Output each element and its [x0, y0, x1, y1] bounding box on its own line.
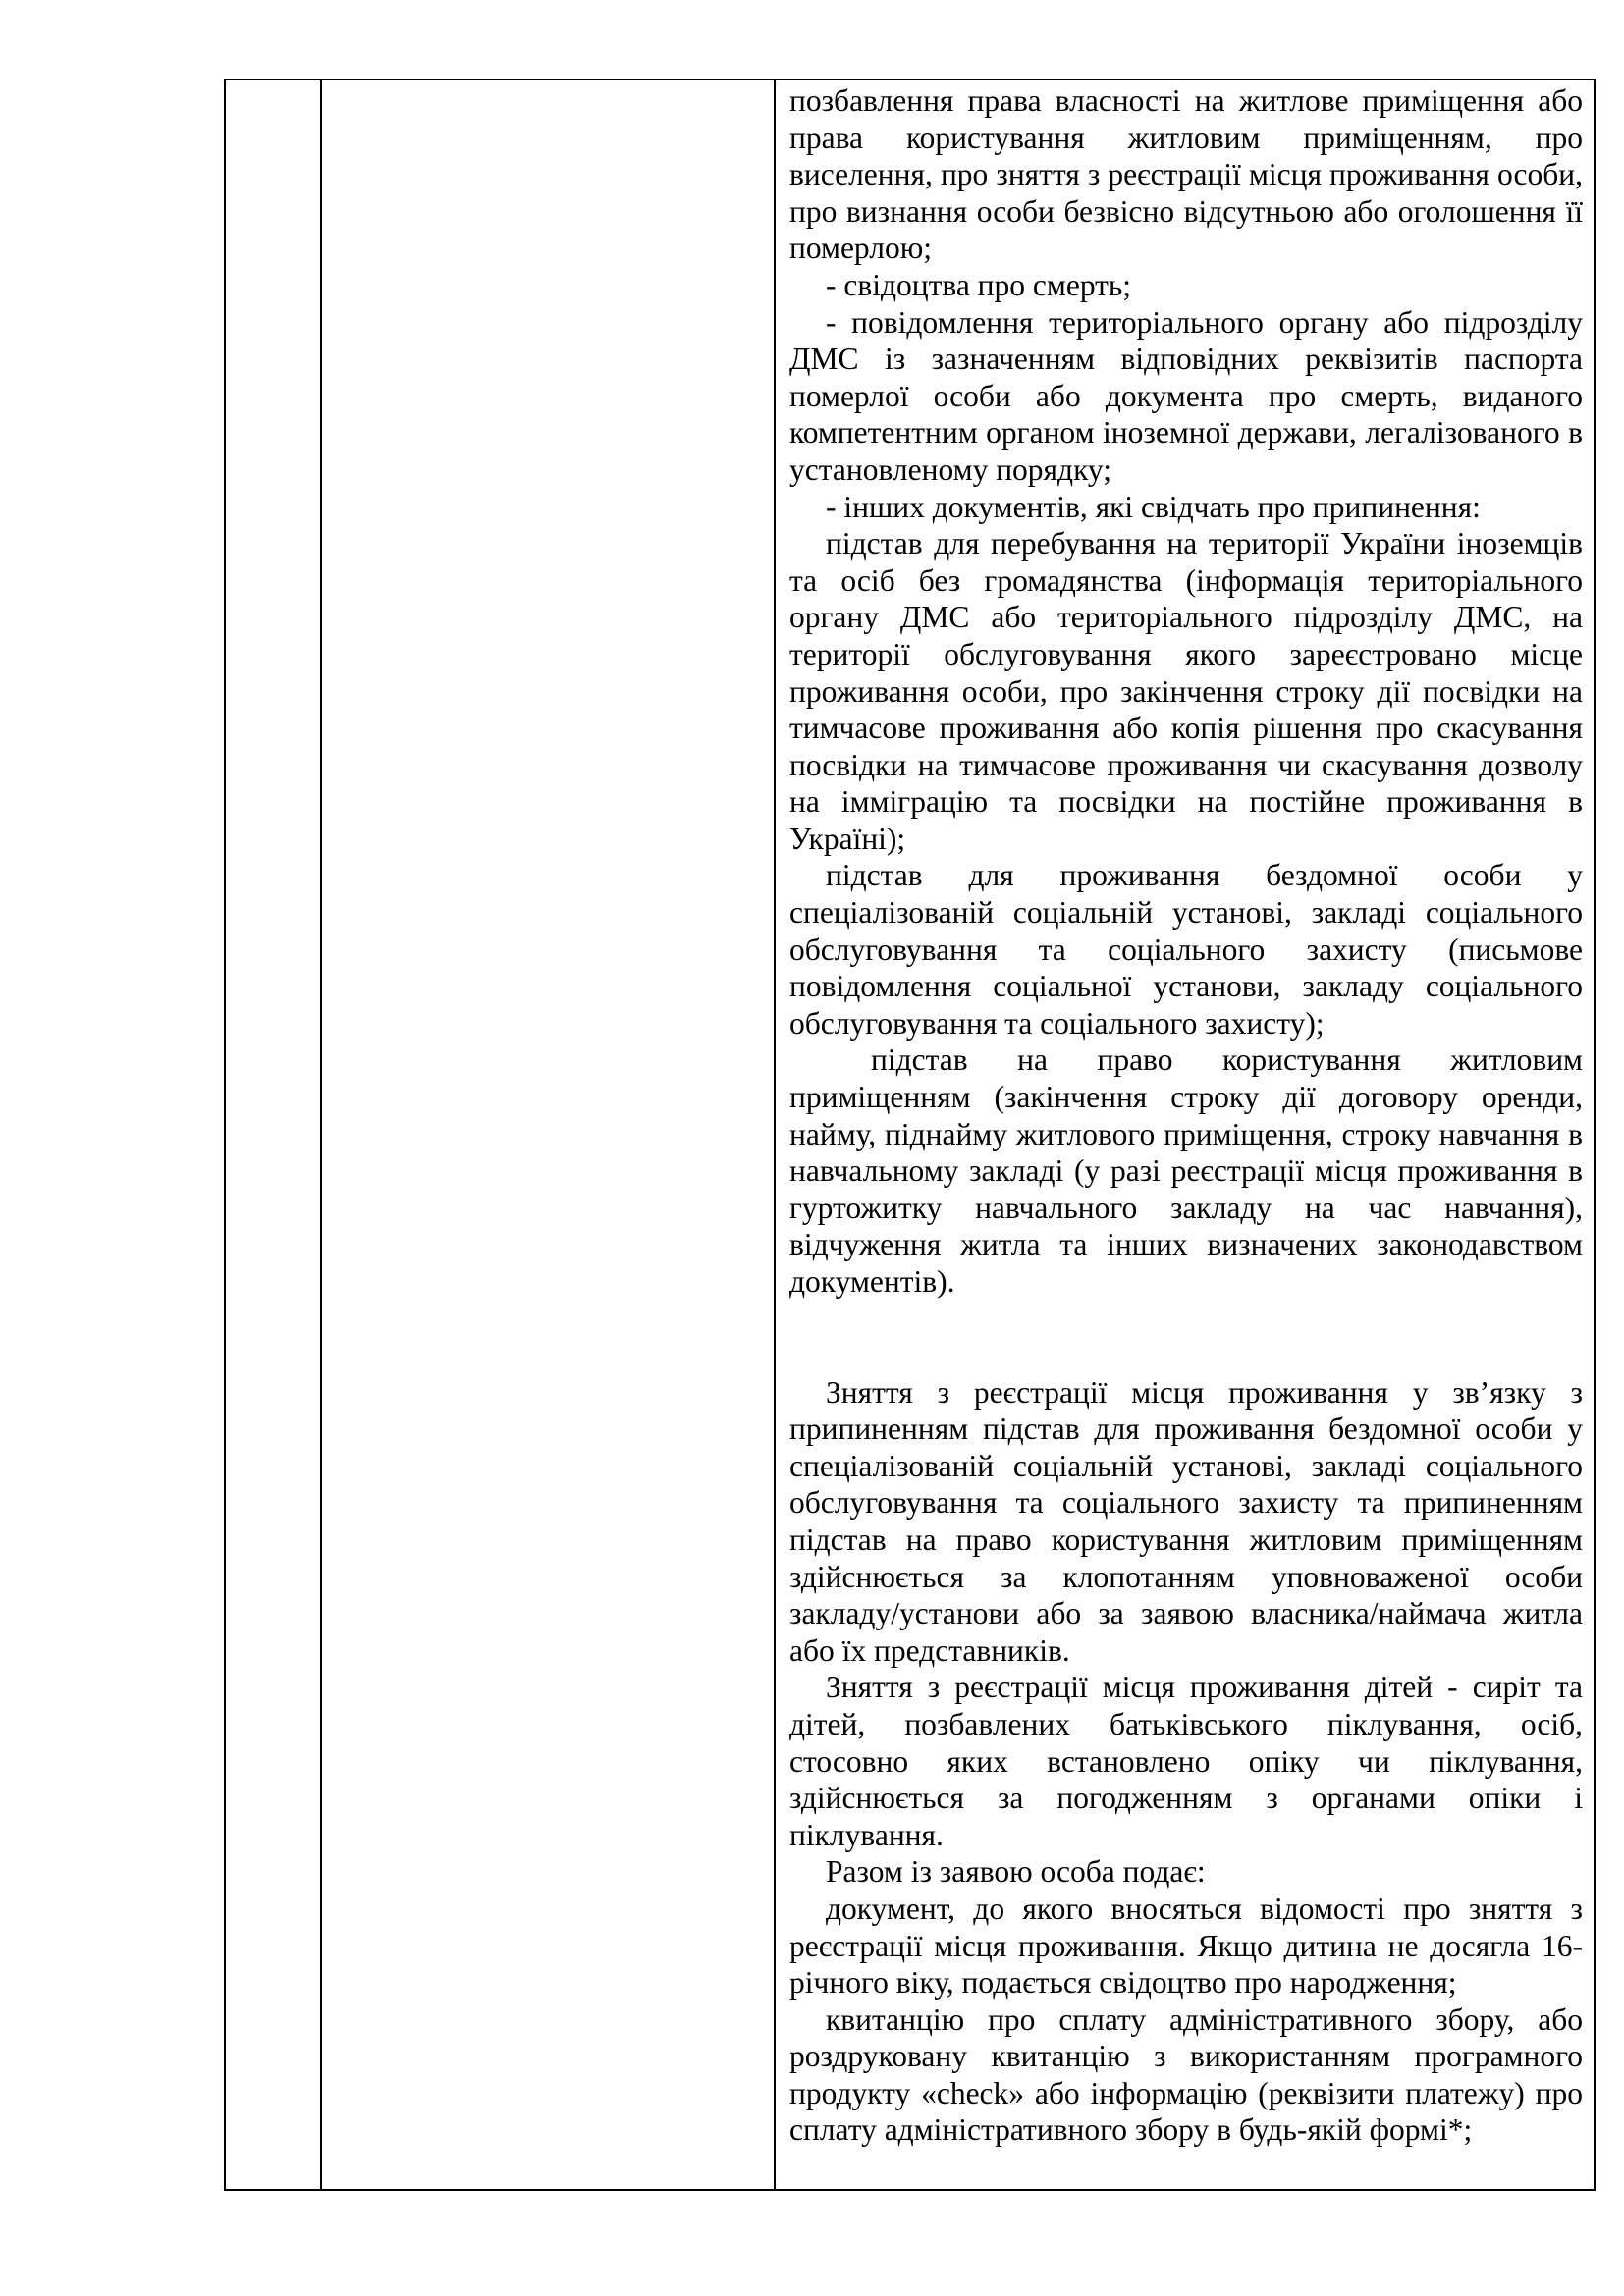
paragraph-housing-right-grounds: підстав на право користування житловим приміщенням (закінчення строку дії договору оренди, найму, піднайму житлового приміщення, строку навчання в навчальному закладі (у разі реєстрації місця проживання в гуртожитку навчального закладу на час навчання), відчуження житла та інших визначених законодавством документів).: [789, 1042, 1583, 1299]
paragraph-deregistration-homeless: Зняття з реєстрації місця проживання у зв’язку з припиненням підстав для проживання бездомної особи у спеціалізованій соціальній установі, закладі соціального обслуговування та соціального захисту та припиненням підстав на право користування житловим приміщенням здійснюється за клопотанням уповноваженої особи закладу/установи або за заявою власника/наймача житла або їх представників.: [789, 1374, 1583, 1668]
paragraph-other-documents: - інших документів, які свідчать про припинення:: [826, 489, 1481, 524]
paragraph-deprivation-of-rights: позбавлення права власності на житлове приміщення або права користування житловим приміщенням, про виселення, про зняття з реєстрації місця проживання особи, про визнання особи безвісно відсутньою або оголошення її померлою;: [789, 83, 1583, 266]
paragraph-spacer: [789, 1301, 1583, 1374]
table-cell-content: [789, 82, 1583, 2149]
paragraph-deregistration-orphans: Зняття з реєстрації місця проживання дітей - сиріт та дітей, позбавлених батьківського піклування, осіб, стосовно яких встановлено опіку чи піклування, здійснюється за погодженням з органами опіки і піклування.: [789, 1670, 1583, 1852]
paragraph-identity-document: документ, до якого вносяться відомості про зняття з реєстрації місця проживання. Якщо дитина не досягла 16-річного віку, подається свідоцтво про народження;: [789, 1891, 1583, 2001]
document-table: [224, 79, 1596, 2191]
paragraph-fee-receipt: квитанцію про сплату адміністративного збору, або роздруковану квитанцію з використанням програмного продукту «check» або інформацію (реквізити платежу) про сплату адміністративного збору в будь-якій формі*;: [789, 2002, 1583, 2148]
column-divider-1: [320, 80, 322, 2189]
column-divider-2: [774, 80, 776, 2189]
paragraph-dms-notification: - повідомлення територіального органу або підрозділу ДМС із зазначенням відповідних реквізитів паспорта померлої особи або документа про смерть, виданого компетентним органом іноземної держави, легалізованого в установленому порядку;: [789, 304, 1583, 487]
paragraph-foreigners-grounds: підстав для перебування на території України іноземців та осіб без громадянства (інформація територіального органу ДМС або територіального підрозділу ДМС, на території обслуговування якого зареєстровано місце проживання особи, про закінчення строку дії посвідки на тимчасове проживання або копія рішення про скасування посвідки на тимчасове проживання чи скасування дозволу на імміграцію та посвідки на постійне проживання в Україні);: [789, 526, 1583, 856]
paragraph-application-documents: Разом із заявою особа подає:: [826, 1854, 1206, 1890]
paragraph-death-certificates: - свідоцтва про смерть;: [826, 267, 1132, 302]
paragraph-homeless-grounds: підстав для проживання бездомної особи у спеціалізованій соціальній установі, закладі соціального обслуговування та соціального захисту (письмове повідомлення соціальної установи, закладу соціального обслуговування та соціального захисту);: [789, 858, 1583, 1041]
